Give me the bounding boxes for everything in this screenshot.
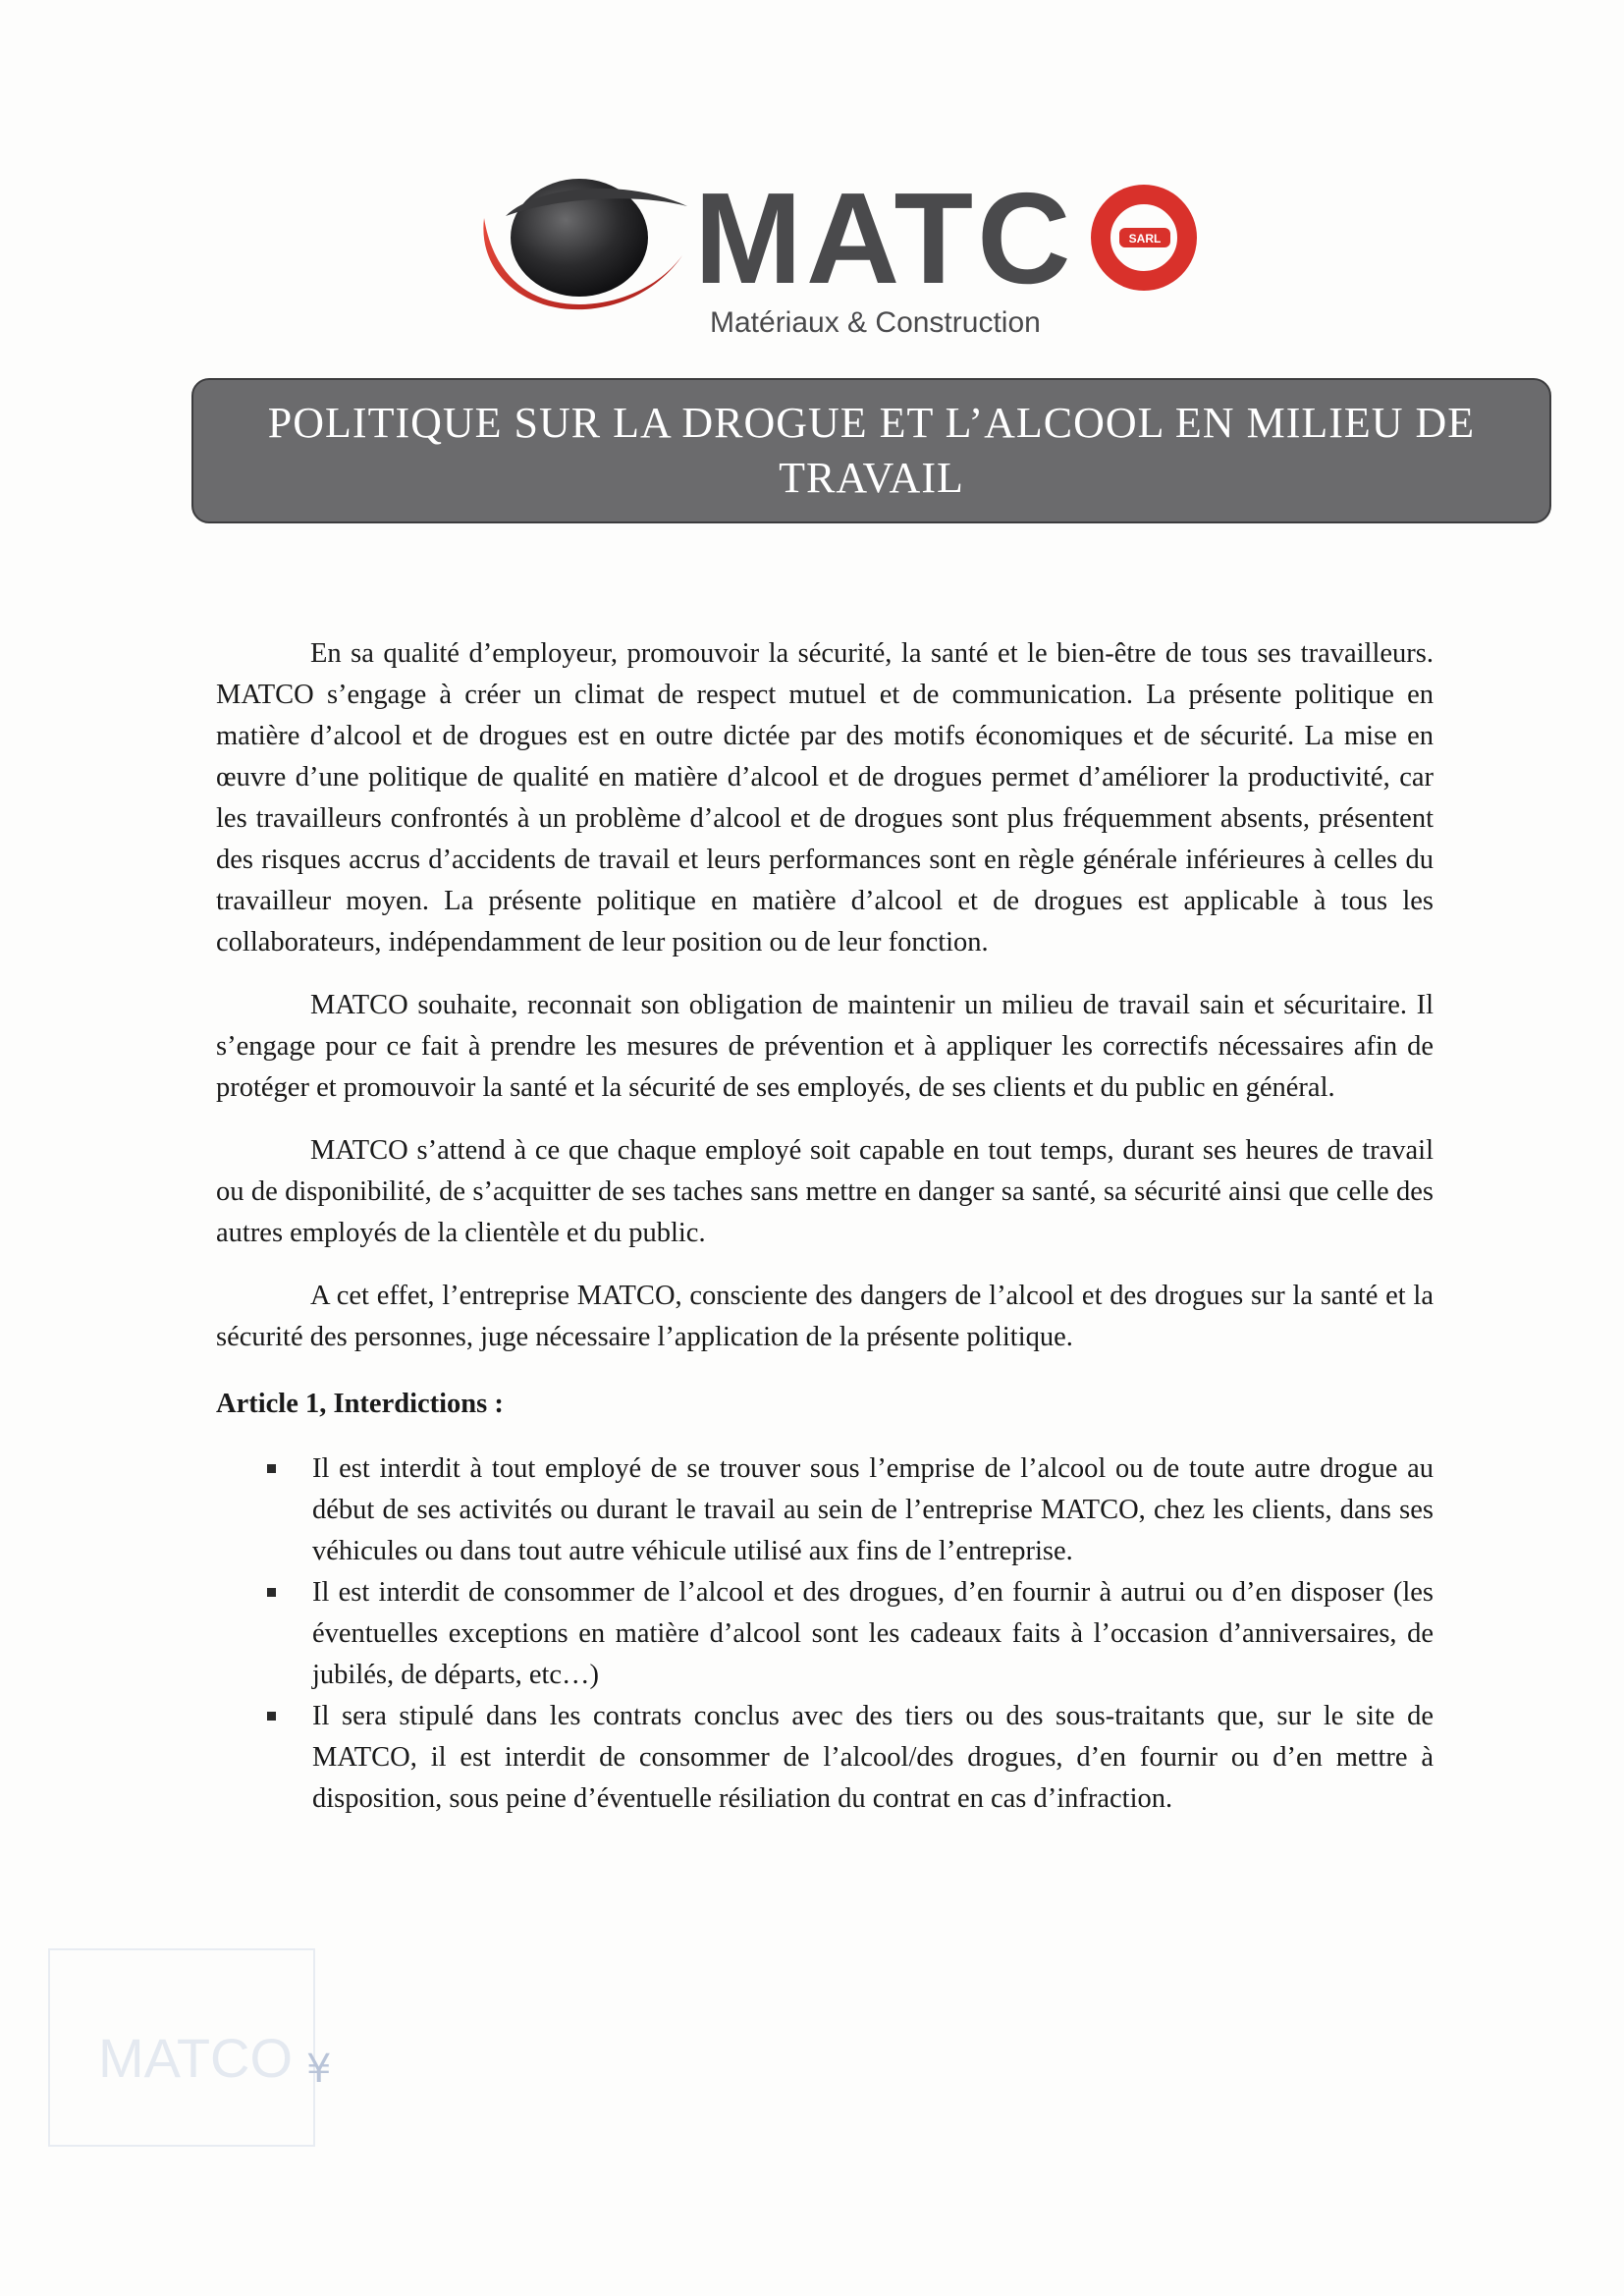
square-bullet-icon — [267, 1712, 276, 1721]
logo-graphic — [476, 167, 1222, 354]
company-logo — [476, 167, 1222, 354]
list-item — [216, 1696, 1434, 1820]
list-item — [216, 1449, 1434, 1572]
paragraph-expectation: MATCO s’attend à ce que chaque employé soit capable en tout temps, durant ses heures de travail ou de disponibilité, de s’acquitter de ses taches sans mettre en danger sa santé, sa sécurité ainsi que celle des autres employés de la clientèle et du public. — [216, 1135, 1434, 1248]
logo-wordmark: MATC — [694, 167, 1075, 310]
stamp-mark-icon: ¥ — [306, 2047, 332, 2092]
square-bullet-icon — [267, 1464, 276, 1473]
list-item-text: Il est interdit de consommer de l’alcool et des drogues, d’en fournir à autrui ou d’en disposer (les éventuelles exceptions en matière d’alcool sont les cadeaux faits à l’occasion d’anniversaires, de jubilés, de départs, etc…) — [312, 1577, 1434, 1690]
title-banner — [191, 378, 1551, 523]
paragraph-effect: A cet effet, l’entreprise MATCO, consciente des dangers de l’alcool et des drogues sur la santé et la sécurité des personnes, juge nécessaire l’application de la présente politique. — [216, 1281, 1434, 1352]
list-item-text: Il est interdit à tout employé de se trouver sous l’emprise de l’alcool ou de toute autre drogue au début de ses activités ou durant le travail au sein de l’entreprise MATCO, chez les clients, dans ses véhicules ou dans tout autre véhicule utilisé aux fins de l’entreprise. — [312, 1453, 1434, 1566]
list-item-text: Il sera stipulé dans les contrats conclus avec des tiers ou des sous-traitants que, sur le site de MATCO, il est interdit de consommer de l’alcool/des drogues, d’en fournir ou d’en mettre à disposition, sous peine d’éventuelle résiliation du contrat en cas d’infraction. — [312, 1701, 1434, 1814]
logo-sarl-text: SARL — [1128, 232, 1162, 246]
square-bullet-icon — [267, 1588, 276, 1597]
article-1-list — [216, 1449, 1434, 1820]
faded-stamp — [39, 1944, 334, 2160]
list-item — [216, 1572, 1434, 1696]
stamp-graphic — [39, 1944, 334, 2160]
stamp-text: MATCO — [98, 2027, 294, 2089]
article-1-heading: Article 1, Interdictions : — [216, 1389, 504, 1419]
document-title: POLITIQUE SUR LA DROGUE ET L’ALCOOL EN MILIEU DE TRAVAIL — [267, 399, 1476, 502]
paragraph-intro: En sa qualité d’employeur, promouvoir la sécurité, la santé et le bien-être de tous ses travailleurs. MATCO s’engage à créer un climat de respect mutuel et de communication. La présente politique en matière d’alcool et de drogues est en outre dictée par des motifs économiques et de sécurité. La mise en œuvre d’une politique de qualité en matière d’alcool et de drogues permet d’améliorer la productivité, car les travailleurs confrontés à un problème d’alcool et de drogues sont plus fréquemment absents, présentent des risques accrus d’accidents de travail et leurs performances sont en règle générale inférieures à celles du travailleur moyen. La présente politique en matière d’alcool et de drogues est applicable à tous les collaborateurs, indépendamment de leur position ou de leur fonction. — [216, 638, 1434, 957]
logo-tagline: Matériaux & Construction — [710, 306, 1041, 339]
document-body — [216, 633, 1434, 1820]
paragraph-obligation: MATCO souhaite, reconnait son obligation de maintenir un milieu de travail sain et sécuritaire. Il s’engage pour ce fait à prendre les mesures de prévention et à appliquer les correctifs nécessaires afin de protéger et promouvoir la santé et la sécurité de ses employés, de ses clients et du public en général. — [216, 990, 1434, 1103]
